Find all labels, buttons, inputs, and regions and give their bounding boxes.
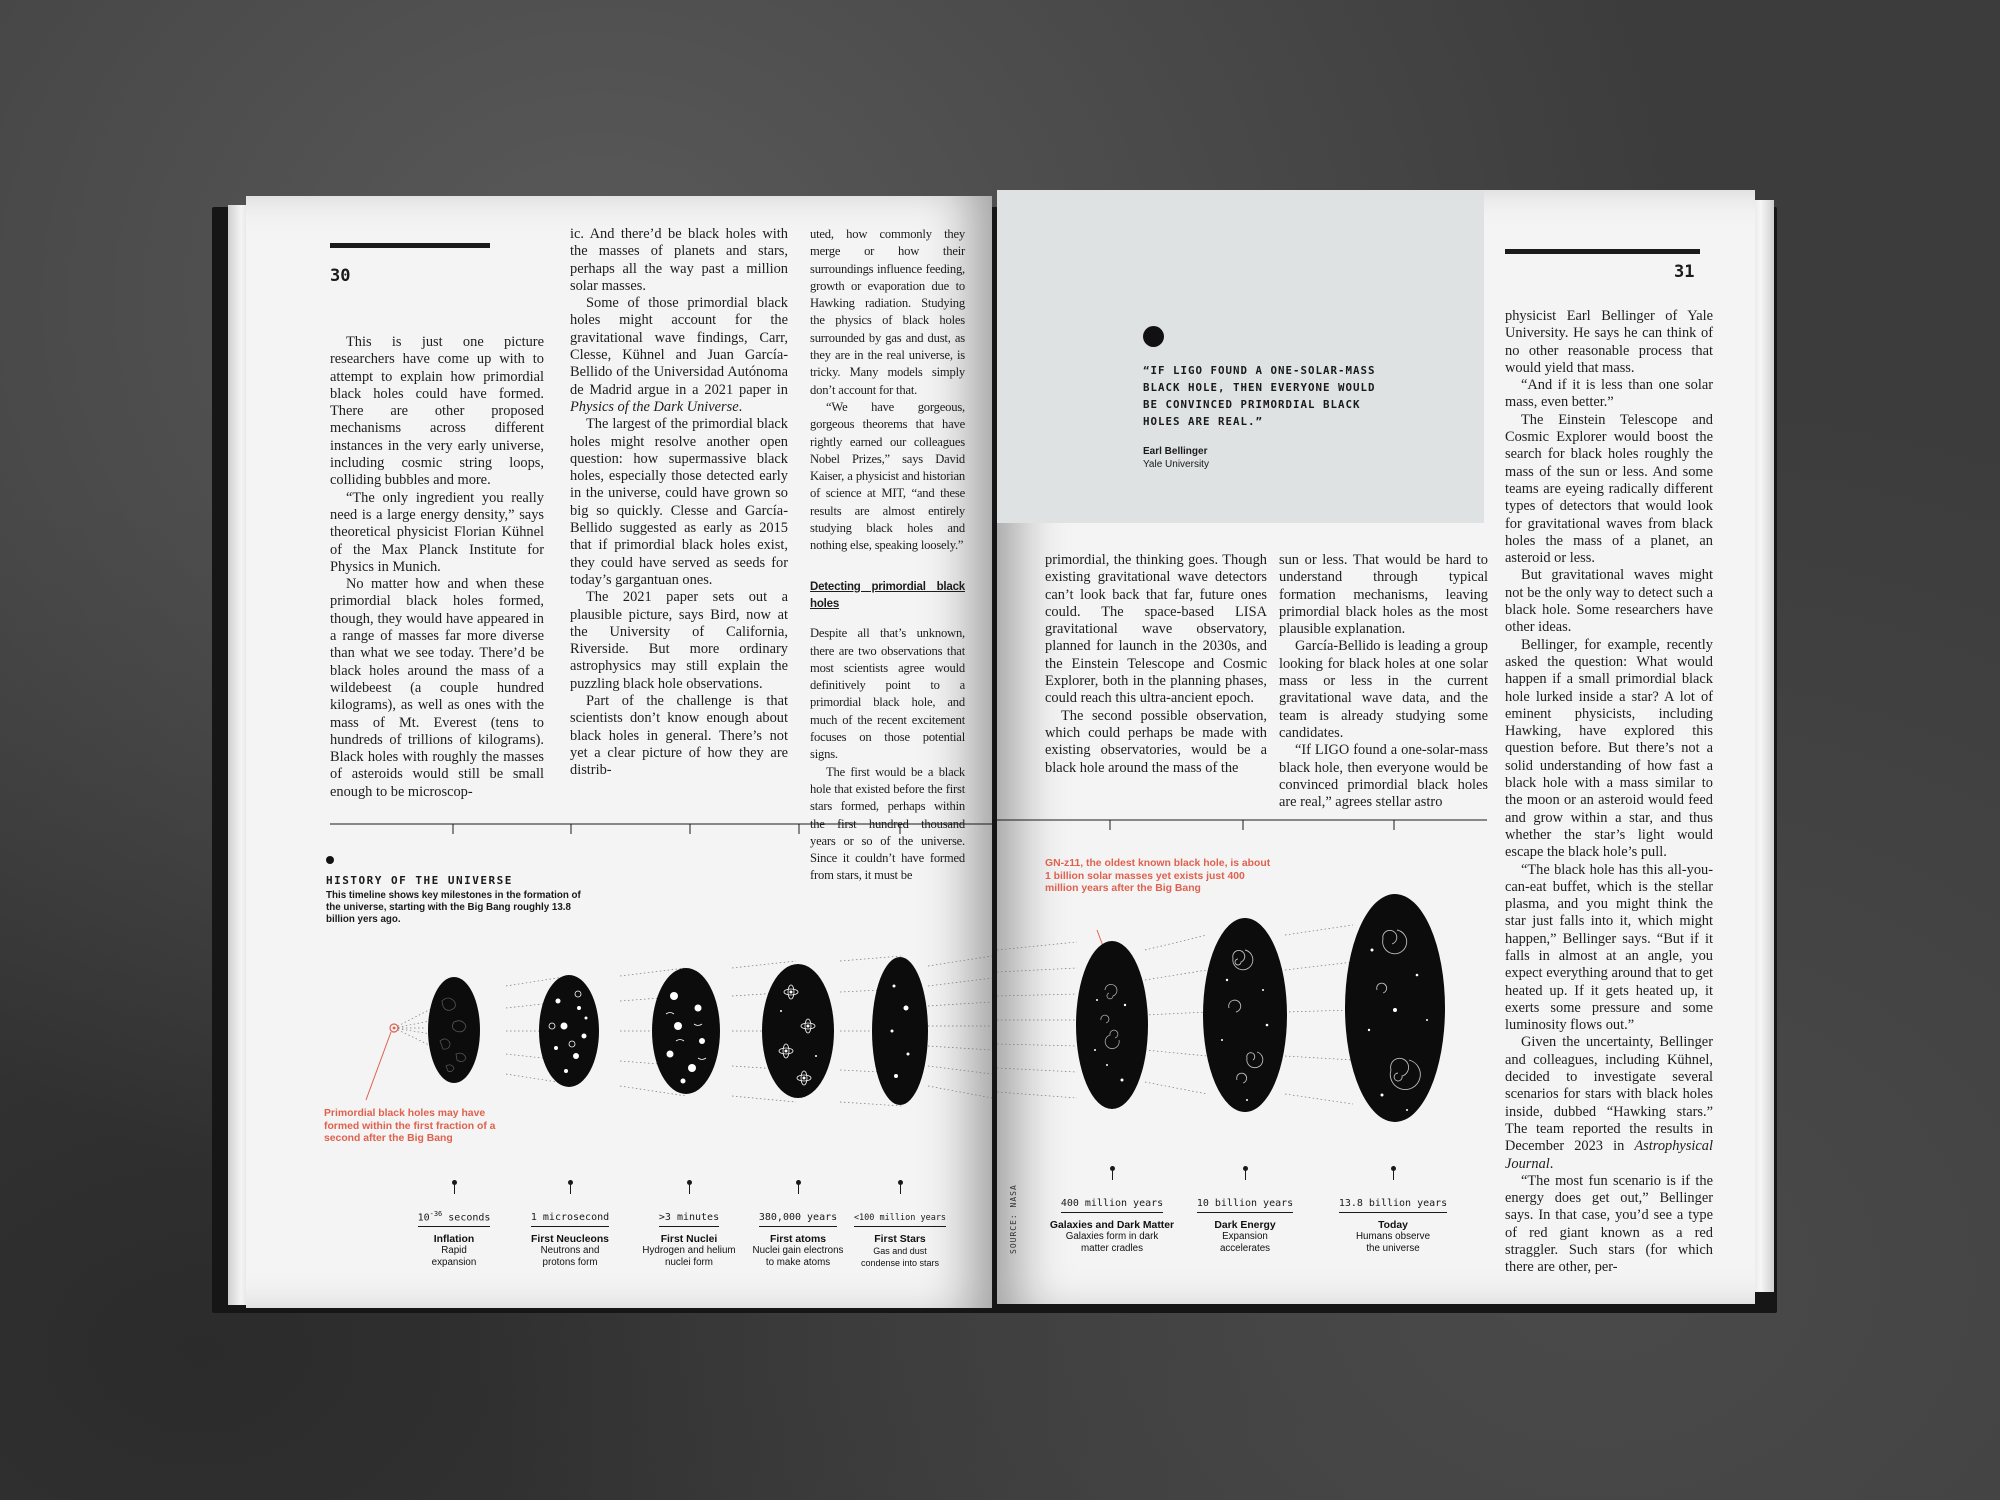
timeline-ticks [1110,820,1394,830]
milestone-desc: Neutrons and protons form [540,1245,600,1268]
primordial-note: Primordial black holes may have formed within the first fraction of a second after the Big Bang [324,1108,496,1144]
milestone-name: Dark Energy [1214,1220,1276,1231]
timeline-description: This timeline shows key milestones in the formation of the universe, starting with the Big Bang roughly 13.8 billion yers ago. [326,890,581,925]
first-nuclei-ellipse [652,968,720,1094]
paragraph: “We have gorgeous, gorgeous theorems that have rightly earned our colleagues Nobel Prizes,” says David Kaiser, a physicist and historian of science at MIT, “and these results are almost entirely studying black holes and nothing else, speaking loosely.” [810,399,965,553]
milestone-today [1323,1168,1463,1255]
paragraph: This is just one picture researchers have come up with to attempt to explain how primordial black holes could have formed. There are other proposed mechanisms across different instances in the very early universe, including cosmic string loops, colliding bubbles and more. [330,334,544,489]
gn-z11-note: GN-z11, the oldest known black hole, is about 1 billion solar masses yet exists just 400 million years after the Big Bang [1045,858,1271,894]
milestone-time: 13.8 billion years [1339,1198,1447,1213]
timeline-graphic-right [997,190,1755,1304]
milestone-tick [1112,1168,1113,1180]
milestone-name: First Nuclei [660,1234,718,1245]
quote-affiliation: Yale University [1143,459,1209,470]
first-stars-ellipse [872,957,928,1105]
big-bang-marker [366,1024,398,1100]
milestone-time: >3 minutes [659,1212,719,1227]
galaxies-ellipse [1076,941,1148,1109]
milestone-desc: Humans observe the universe [1355,1231,1431,1254]
milestone-time: $10^{-36}$ seconds [418,1210,491,1227]
milestone-name: Today [1378,1220,1408,1231]
paragraph: But gravitational waves might not be the only way to detect such a black hole. Some researchers have other ideas. [1505,567,1713,636]
paragraph: The second possible observation, which could perhaps be made with existing observatories, would be a black hole around the mass of the [1045,707,1267,776]
milestone-tick [798,1182,799,1194]
milestone-galaxies [1042,1168,1182,1255]
journal-name: Astrophysical Journal [1505,1138,1713,1172]
paragraph: Despite all that’s unknown, there are two observations that most scientists agree would definitively point to a primordial black hole, and much of the recent excitement focuses on those potential signs. [810,626,965,762]
paragraph: Some of those primordial black holes might account for the gravitational wave findings, Carr, Clesse, Kühnel and Juan García-Bellido of the Universidad Autónoma de Madrid argue in a 2021 paper in Physics of the Dark Universe. [570,295,788,415]
milestone-tick [689,1182,690,1194]
milestone-desc: Rapid expansion [431,1245,477,1268]
first-nucleons-ellipse [539,975,599,1087]
light-rays [997,925,1353,1104]
paragraph: Given the uncertainty, Bellinger and colleagues, including Kühnel, decided to investigate several scenarios for stars with black holes inside, dubbed “Hawking stars.” The team reported the results in December 2023 in Astrophysical Journal. [1505,1034,1713,1172]
milestone-time: 400 million years [1061,1198,1163,1213]
pull-quote: “IF LIGO FOUND A ONE-SOLAR-MASS BLACK HOLE, THEN EVERYONE WOULD BE CONVINCED PRIMORDIAL BLACK HOLES ARE REAL.” [1143,364,1376,428]
paragraph: “If LIGO found a one-solar-mass black hole, then everyone would be convinced primordial black holes are real,” agrees stellar astro [1279,742,1488,811]
page-edges-right [1752,200,1774,1292]
milestone-time: 1 microsecond [531,1212,609,1227]
paragraph: No matter how and when these primordial black holes formed, though, they would have appeared in a range of masses far more diverse than what we see today. There’d be black holes around the mass of a wildebeest (a couple hundred kilograms), as well as ones with the mass of Mt. Everest (tens to hundreds of trillions of kilograms). Black holes with roughly the masses of asteroids would still be small enough to be microscop- [330,576,544,800]
inflation-ellipse [428,977,480,1083]
milestone-tick [1245,1168,1246,1180]
milestone-desc: Hydrogen and helium nuclei form [642,1245,736,1268]
milestone-name: Galaxies and Dark Matter [1049,1220,1175,1231]
milestone-first-stars [830,1182,970,1269]
paragraph: Part of the challenge is that scientists don’t know enough about black holes in general. There’s not yet a clear picture of how they are distrib- [570,693,788,779]
dark-energy-ellipse [1203,918,1287,1112]
milestone-tick [900,1182,901,1194]
timeline-title: HISTORY OF THE UNIVERSE [326,874,513,887]
milestone-tick [454,1182,455,1194]
milestone-time: 10 billion years [1197,1198,1293,1213]
today-ellipse [1345,894,1445,1122]
milestone-dark-energy [1175,1168,1315,1255]
page-number-left: 30 [330,266,351,286]
paragraph: García-Bellido is leading a group looking for black holes at one solar mass or less in the current gravitational wave data, and the team is already studying some candidates. [1279,638,1488,741]
paragraph: ic. And there’d be black holes with the masses of planets and stars, perhaps all the way past a million solar masses. [570,226,788,294]
milestone-time: <100 million years [854,1213,946,1227]
milestone-desc: Gas and dust condense into stars [860,1246,940,1268]
milestone-desc: Nuclei gain electrons to make atoms [752,1245,844,1268]
paragraph: The Einstein Telescope and Cosmic Explorer would boost the search for black holes roughly the mass of the sun or less. And some teams are eyeing radically different types of detectors that would look for gravitational waves from black holes the mass of a planet, an asteroid or less. [1505,411,1713,567]
milestone-name: First Neucleons [531,1234,609,1245]
paragraph: The largest of the primordial black holes might resolve another open question: how supermassive black holes, especially those detected early in the universe, could have grown so big so quickly. Clesse and García-Bellido suggested as early as 2015 that if primordial black holes exist, they could have served as seeds for today’s gargantuan ones. [570,416,788,588]
paragraph: The 2021 paper sets out a plausible picture, says Bird, now at the University of California, Riverside. But more ordinary astrophysics may still explain the puzzling black hole observations. [570,589,788,692]
milestone-name: First Stars [874,1234,926,1245]
paragraph: sun or less. That would be hard to understand through typical formation mechanisms, leaving primordial black holes as the most plausible explanation. [1279,552,1488,638]
left-page [246,196,992,1308]
paragraph: Bellinger, for example, recently asked the question: What would happen if a small primordial black hole lurked inside a star? A lot of eminent physicists, including Hawking, have explored this question before. But there’s not a solid understanding of how fast a black hole with a mass similar to the moon or an asteroid would feed and grow within a star, and thus whether the star’s light would escape the black hole’s pull. [1505,636,1713,861]
paragraph: “And if it is less than one solar mass, even better.” [1505,377,1713,411]
source-credit: SOURCE: NASA [1009,1184,1018,1254]
milestone-name: Inflation [433,1234,475,1245]
paragraph: “The most fun scenario is if the energy does get out,” Bellinger says. In that case, you’d see a type of red giant known as a red straggler. Such stars (for which there are other, per- [1505,1172,1713,1276]
milestone-name: First atoms [769,1234,826,1245]
paragraph: primordial, the thinking goes. Though existing gravitational wave detectors can’t look back that far, future ones could. The space-based LISA gravitational wave observatory, planned for launch in the 2030s, and the Einstein Telescope and Cosmic Explorer, both in the planning phases, could reach this ultra-ancient epoch. [1045,552,1267,707]
paragraph: The first would be a black hole that existed before the first stars formed, perhaps within the first hundred thousand years or so of the universe. Since it couldn’t have formed from stars, it must be [810,764,965,883]
milestone-desc: Expansion accelerates [1219,1231,1271,1254]
paragraph: “The only ingredient you really need is a large energy density,” says theoretical physicist Florian Kühnel of the Max Planck Institute for Physics in Munich. [330,489,544,575]
paragraph: “The black hole has this all-you-can-eat buffet, which is the stellar plasma, and you might think the star just falls into it, which might happen,” Bellinger says. “But if it falls in almost at an angle, you expect everything around that to get heated up. If it gets heated up, it exerts some pressure and some luminosity flows out.” [1505,861,1713,1034]
journal-name: Physics of the Dark Universe [570,398,739,415]
paragraph: physicist Earl Bellinger of Yale University. He says he can think of no other reasonable process that would yield that mass. [1505,308,1713,376]
section-subhead: Detecting primordial black holes [810,580,965,610]
page-number-right: 31 [1674,262,1695,282]
paragraph: uted, how commonly they merge or how their surroundings influence feeding, growth or evaporation due to Hawking radiation. Studying the physics of black holes surrounded by gas and dust, as they are in the real universe, is tricky. Many models simply don’t account for that. [810,227,965,397]
milestone-tick [1393,1168,1394,1180]
section-bullet [326,856,334,864]
milestone-time: 380,000 years [759,1212,837,1227]
milestone-desc: Galaxies form in dark matter cradles [1065,1231,1159,1254]
timeline-ticks [453,824,900,834]
right-page [997,190,1755,1304]
milestone-tick [570,1182,571,1194]
quote-author: Earl Bellinger [1143,446,1208,457]
first-atoms-ellipse [762,964,834,1098]
